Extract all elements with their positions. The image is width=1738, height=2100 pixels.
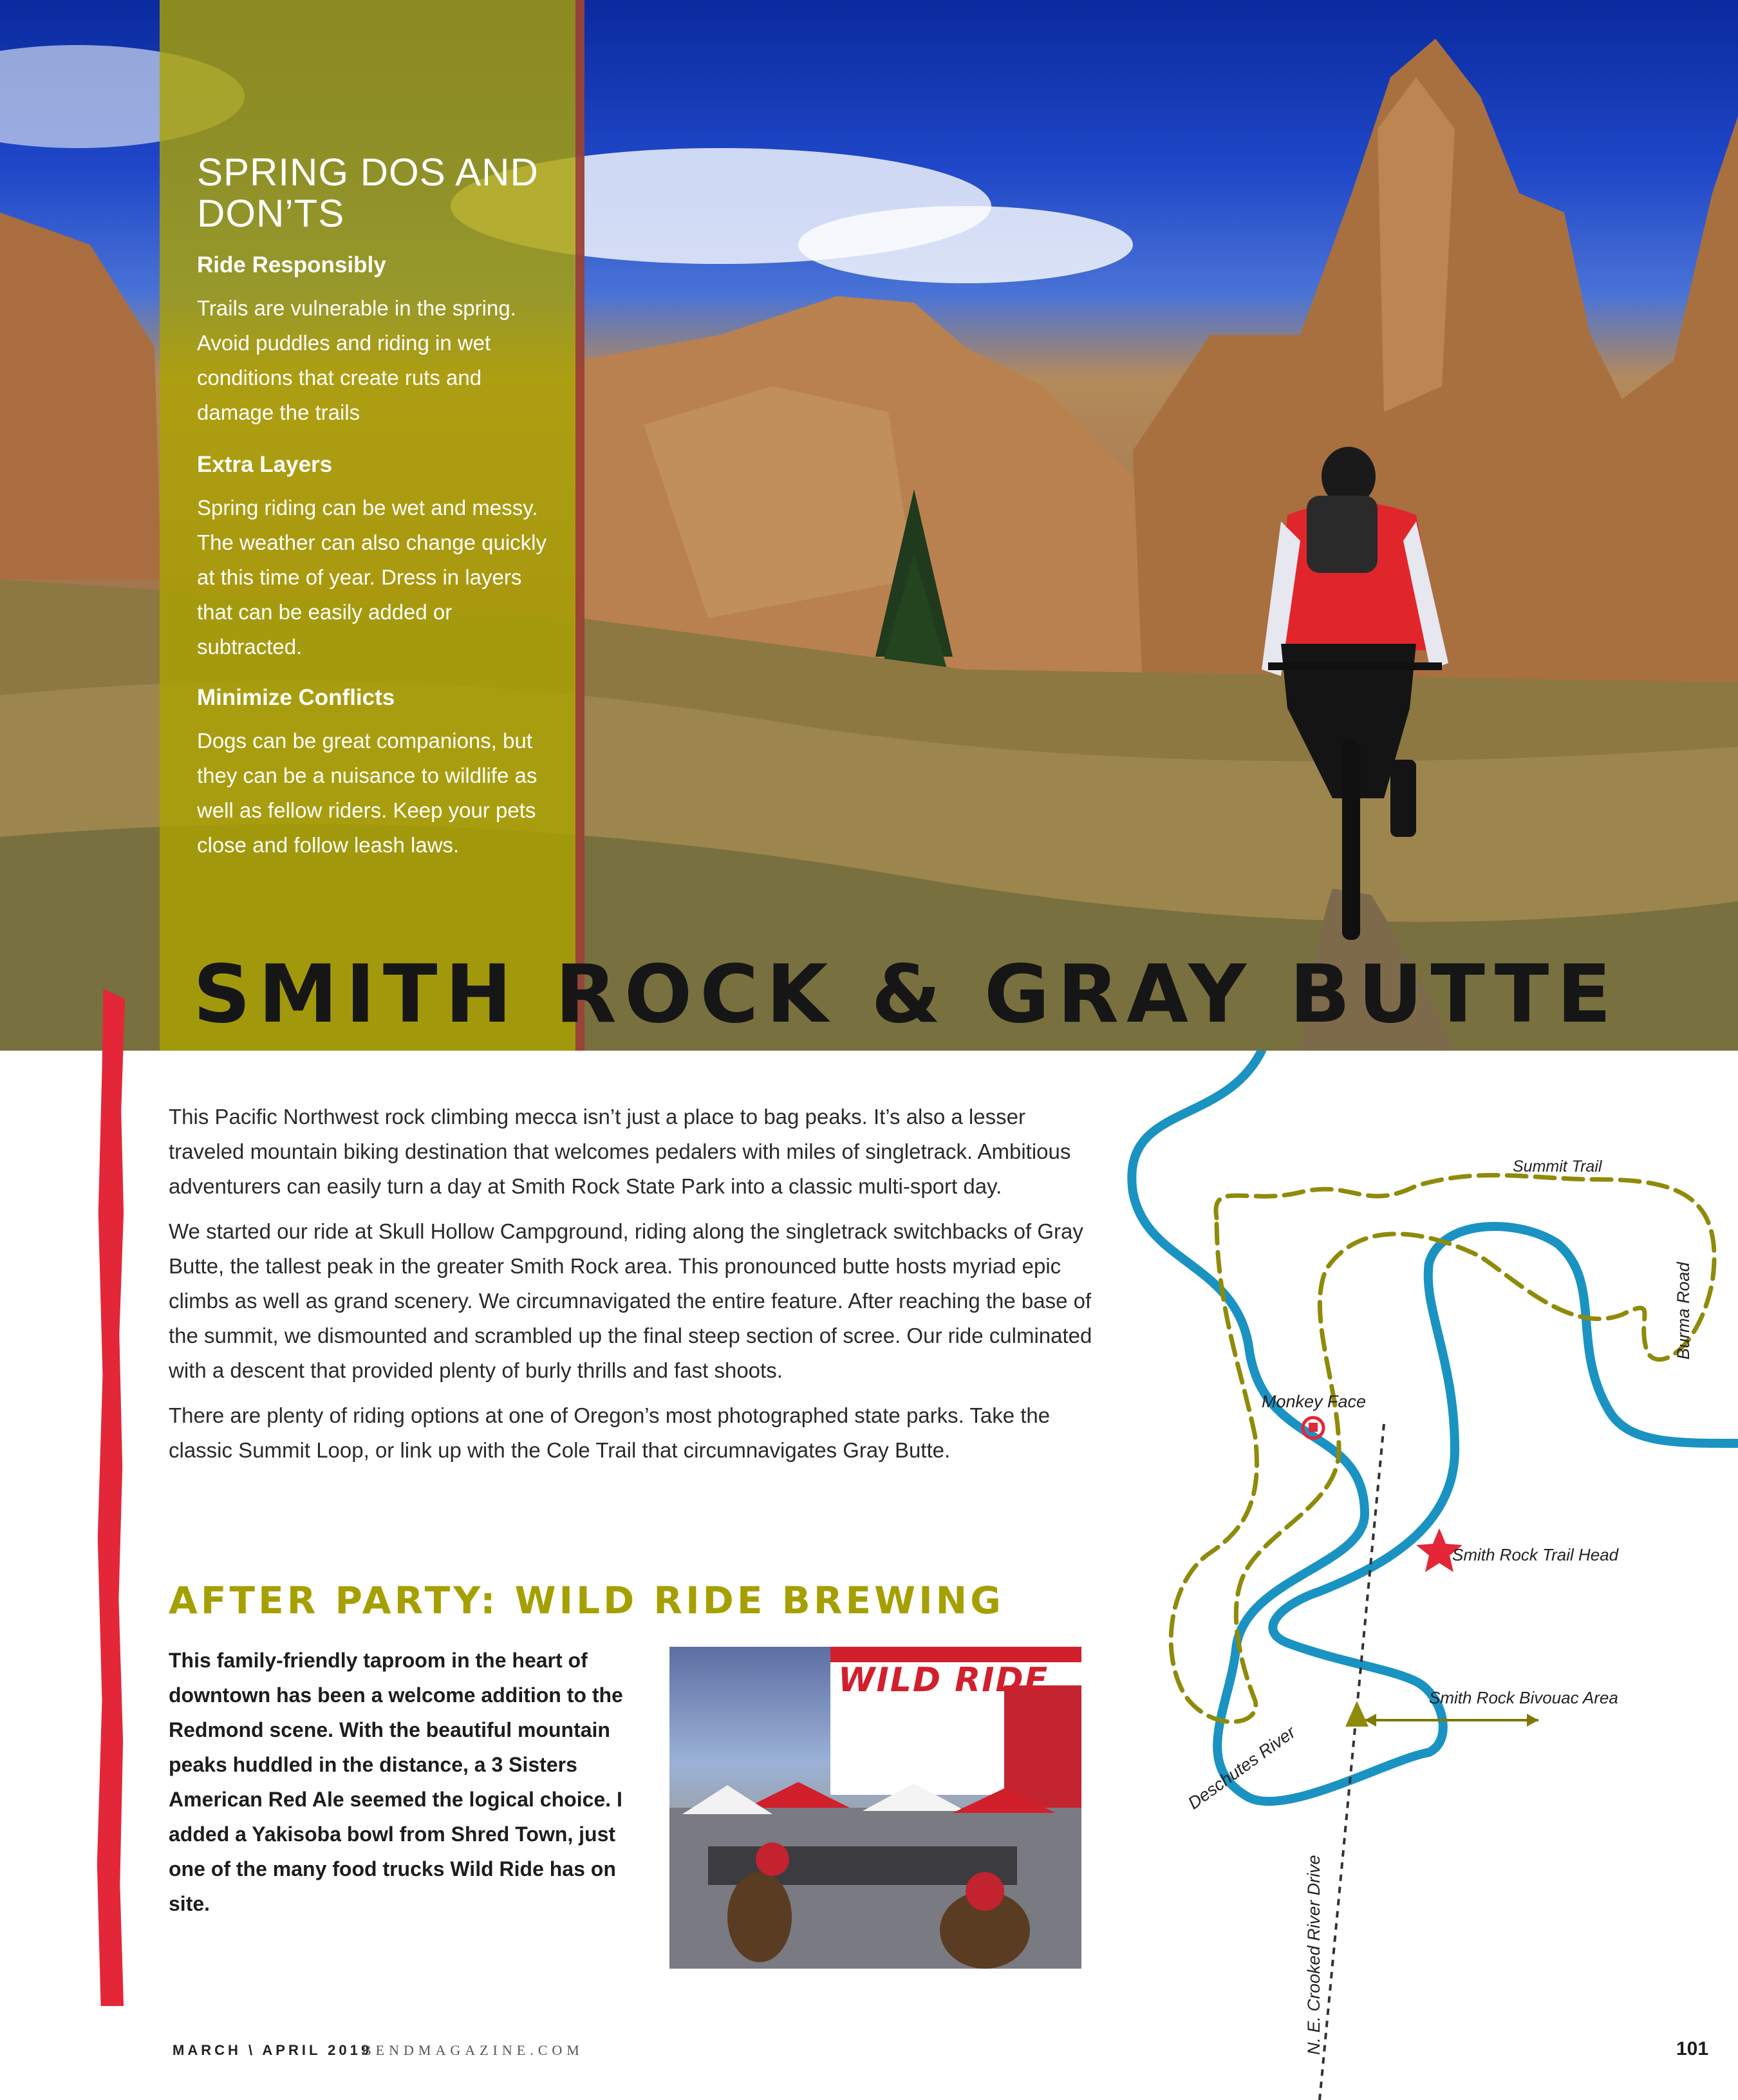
red-brush-stripe	[94, 989, 125, 2006]
trail-line	[1171, 1175, 1714, 1721]
sidebar-heading: SPRING DOS AND DON’TS	[197, 151, 539, 235]
map-label-trail-head: Smith Rock Trail Head	[1452, 1545, 1619, 1564]
tip-title: Ride Responsibly	[197, 252, 386, 277]
tip-text: Dogs can be great companions, but they can be a nuisance to wildlife as well as fellow riders. Keep your pets close and follow leash laws.	[197, 729, 537, 857]
footer-site: BENDMAGAZINE.COM	[362, 2042, 584, 2058]
map-label-burma-road: Burma Road	[1674, 1262, 1693, 1360]
tip-title: Extra Layers	[197, 452, 333, 477]
page-title: SMITH ROCK & GRAY BUTTE	[193, 948, 1620, 1041]
brewery-sign: WILD RIDE	[838, 1661, 1049, 1700]
after-party-heading: AFTER PARTY: WILD RIDE BREWING	[169, 1579, 1004, 1622]
tip-title: Minimize Conflicts	[197, 685, 395, 710]
after-party-text: This family-friendly taproom in the heart of downtown has been a welcome addition to the Redmond scene. With the beautiful mountain peaks huddled in the distance, a 3 Sisters American Red Ale seemed the logical choice. I added a Yakisoba bowl from Shred Town, just one of the many food trucks Wild Ride has on site.	[169, 1649, 623, 1915]
body-paragraph: There are plenty of riding options at one of Oregon’s most photographed state parks. Take the classic Summit Loop, or link up with the Cole Trail that circumnavigates Gray Butte.	[169, 1403, 1051, 1462]
brewery-photo	[669, 1647, 1081, 1969]
map-label-bivouac: Smith Rock Bivouac Area	[1429, 1688, 1618, 1707]
tip-text: Spring riding can be wet and messy. The weather can also change quickly at this time of year. Dress in layers that can be easily added or subtracted.	[197, 496, 547, 659]
map-label-summit-trail: Summit Trail	[1513, 1158, 1602, 1176]
article-body	[169, 1100, 1096, 1478]
map-label-river: Deschutes River	[1184, 1722, 1299, 1814]
body-paragraph: This Pacific Northwest rock climbing mecca isn’t just a place to bag peaks. It’s also a lesser traveled mountain biking destination that welcomes pedalers with miles of singletrack. Ambitious adventurers can easily turn a day at Smith Rock State Park into a classic multi-sport day.	[169, 1105, 1071, 1198]
tip-text: Trails are vulnerable in the spring. Avoid puddles and riding in wet conditions that create ruts and damage the trails	[197, 296, 516, 424]
tip-extra-layers	[197, 451, 557, 664]
page-number: 101	[1676, 2038, 1709, 2059]
map-label-monkey-face: Monkey Face	[1262, 1392, 1367, 1411]
footer-issue: MARCH \ APRIL 2019	[173, 2042, 373, 2058]
map-drawing	[1094, 1051, 1738, 2100]
map-label-drive: N. E. Crooked River Drive	[1304, 1855, 1323, 2055]
trail-map	[1094, 1051, 1738, 2100]
tip-minimize-conflicts	[197, 684, 557, 863]
tip-ride-responsibly	[197, 251, 557, 430]
body-paragraph: We started our ride at Skull Hollow Campground, riding along the singletrack switchbacks of Gray Butte, the tallest peak in the greater Smith Rock area. This pronounced butte hosts myriad epic climbs as well as grand scenery. We circumnavigated the entire feature. After reaching the base of the summit, we dismounted and scrambled up the final steep section of scree. Our ride culminated with a descent that provided plenty of burly thrills and fast shoots.	[169, 1219, 1092, 1382]
